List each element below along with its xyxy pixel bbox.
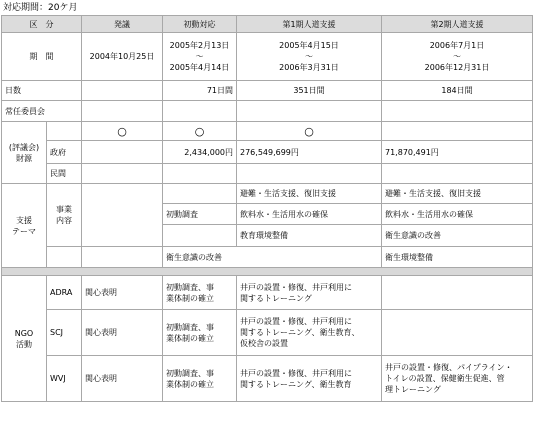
- committee-row: [2, 101, 533, 122]
- theme-shodo: 初動調査: [163, 204, 237, 225]
- period-shodo-start: 2005年2月13日: [169, 41, 230, 50]
- theme-phase2-last: 衛生環境整備: [382, 247, 533, 268]
- committee-mark-row: [2, 122, 533, 141]
- funding-label-line1: (評議会): [8, 142, 40, 152]
- section-separator: [2, 268, 533, 276]
- theme-phase1-item: 避難・生活支援、復旧支援: [237, 184, 382, 204]
- theme-project-line2: 内容: [56, 216, 72, 225]
- period-hatsugi: 2004年10月25日: [82, 33, 163, 81]
- theme-label: [2, 184, 47, 268]
- ngo-name: ADRA: [47, 276, 82, 310]
- theme-phase2-item: 衛生意識の改善: [382, 225, 533, 247]
- funding-gov-row: [2, 141, 533, 164]
- page-caption: 対応期間：20ケ月: [3, 3, 78, 13]
- ngo-label-line1: NGO: [14, 328, 34, 338]
- period-phase1: [237, 33, 382, 81]
- header-category: 区 分: [2, 16, 82, 33]
- header-row: [2, 16, 533, 33]
- period-phase2: [382, 33, 533, 81]
- ngo-hatsugi: 関心表明: [82, 276, 163, 310]
- header-phase1: 第1期人道支援: [237, 16, 382, 33]
- period-label: 期 間: [2, 33, 82, 81]
- ngo-name: WVJ: [47, 356, 82, 402]
- committee-mark-phase1: ○: [237, 122, 382, 141]
- funding-private-label: 民間: [47, 164, 82, 184]
- ngo-row-wvj: [2, 356, 533, 402]
- theme-label-line2: テーマ: [12, 226, 36, 236]
- ngo-name: SCJ: [47, 310, 82, 356]
- theme-label-line1: 支援: [16, 215, 32, 225]
- funding-gov-label: 政府: [47, 141, 82, 164]
- theme-project-label: [47, 184, 82, 247]
- days-shodo: 71日間: [163, 81, 237, 101]
- ngo-phase2: [382, 276, 533, 310]
- period-phase1-end: 2006年3月31日: [279, 63, 339, 72]
- theme-row-4: [2, 247, 533, 268]
- funding-gov-shodo: 2,434,000円: [163, 141, 237, 164]
- ngo-phase1: 井戸の設置・修復、井戸利用に 関するトレーニング: [237, 276, 382, 310]
- header-phase2: 第2期人道支援: [382, 16, 533, 33]
- period-phase1-start: 2005年4月15日: [279, 41, 339, 50]
- header-shodo: 初動対応: [163, 16, 237, 33]
- period-row: [2, 33, 533, 81]
- funding-gov-phase1: 276,549,699円: [237, 141, 382, 164]
- ngo-hatsugi: 関心表明: [82, 356, 163, 402]
- funding-label-line2: 財源: [16, 153, 32, 163]
- days-row: [2, 81, 533, 101]
- committee-label: 常任委員会: [2, 101, 82, 122]
- period-phase2-tilde: ～: [453, 52, 461, 61]
- theme-phase1-item: 飲料水・生活用水の確保: [237, 204, 382, 225]
- ngo-shodo: 初動調査、事 業体制の確立: [163, 276, 237, 310]
- theme-project-line1: 事業: [56, 205, 72, 214]
- ngo-shodo: 初動調査、事 業体制の確立: [163, 356, 237, 402]
- days-phase1: 351日間: [237, 81, 382, 101]
- period-phase1-tilde: ～: [305, 52, 313, 61]
- ngo-phase1: 井戸の設置・修復、井戸利用に 関するトレーニング、衛生教育、 仮校舎の設置: [237, 310, 382, 356]
- ngo-label: [2, 276, 47, 402]
- funding-gov-phase2: 71,870,491円: [382, 141, 533, 164]
- theme-shodo-phase1-span: 衛生意識の改善: [163, 247, 382, 268]
- days-phase2: 184日間: [382, 81, 533, 101]
- days-label: 日数: [2, 81, 82, 101]
- period-shodo: [163, 33, 237, 81]
- ngo-phase2: 井戸の設置・修復、パイプライン・ トイレの設置、保健衛生促進、管 理トレーニング: [382, 356, 533, 402]
- theme-row-1: [2, 184, 533, 204]
- ngo-phase2: [382, 310, 533, 356]
- ngo-row-scj: [2, 310, 533, 356]
- period-shodo-tilde: ～: [195, 52, 204, 61]
- header-hatsugi: 発議: [82, 16, 163, 33]
- ngo-phase1: 井戸の設置・修復、井戸利用に 関するトレーニング、衛生教育: [237, 356, 382, 402]
- committee-mark-shodo: ○: [163, 122, 237, 141]
- committee-mark-hatsugi: ○: [82, 122, 163, 141]
- period-phase2-start: 2006年7月1日: [429, 41, 485, 50]
- period-shodo-end: 2005年4月14日: [169, 63, 230, 72]
- ngo-hatsugi: 関心表明: [82, 310, 163, 356]
- ngo-label-line2: 活動: [16, 339, 32, 349]
- funding-private-row: [2, 164, 533, 184]
- theme-phase2-item: 避難・生活支援、復旧支援: [382, 184, 533, 204]
- funding-label: [2, 122, 47, 184]
- ngo-row-adra: [2, 276, 533, 310]
- theme-phase2-item: 飲料水・生活用水の確保: [382, 204, 533, 225]
- period-phase2-end: 2006年12月31日: [424, 63, 490, 72]
- support-timeline-table: [1, 15, 533, 402]
- ngo-shodo: 初動調査、事 業体制の確立: [163, 310, 237, 356]
- theme-phase1-item: 教育環境整備: [237, 225, 382, 247]
